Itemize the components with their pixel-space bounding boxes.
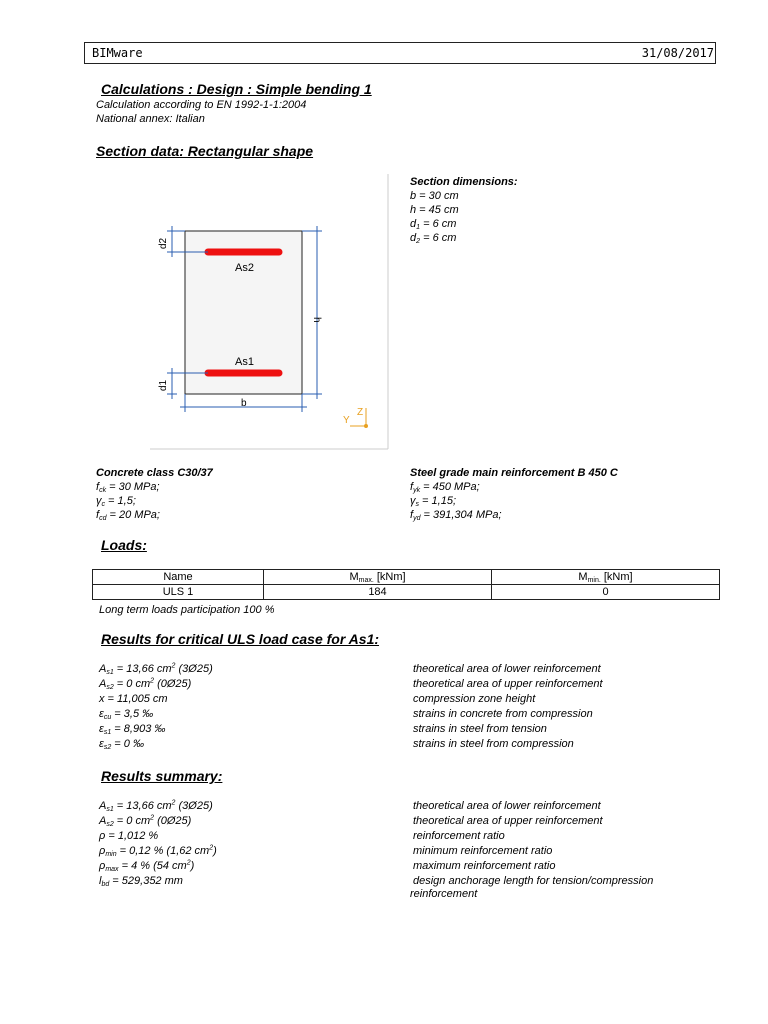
critical-row: $\varepsilon_{cu} = 3,5$ ‰ bbox=[99, 708, 154, 721]
critical-row: $\varepsilon_{s2} = 0$ ‰ bbox=[99, 738, 144, 751]
critical-row: $\varepsilon_{s1} = 8,903$ ‰ bbox=[99, 723, 166, 736]
summary-row: $\rho_{min} = 0,12$ % (1,62 $cm^2$) bbox=[99, 844, 217, 858]
national-annex: National annex: Italian bbox=[96, 113, 205, 125]
steel-heading: Steel grade main reinforcement B 450 C bbox=[410, 467, 618, 479]
summary-desc: design anchorage length for tension/compression bbox=[413, 875, 654, 887]
loads-note: Long term loads participation 100 % bbox=[99, 604, 275, 616]
critical-heading: Results for critical ULS load case for As1: bbox=[101, 631, 380, 647]
page-title: Calculations : Design : Simple bending 1 bbox=[101, 81, 372, 97]
label-as1: As1 bbox=[235, 356, 254, 368]
critical-row: $A_{s1} = 13,66$ $cm^2$ (3Ø25) bbox=[99, 662, 213, 676]
steel-row: $f_{yd} = 391,304$ MPa; bbox=[410, 509, 502, 522]
concrete-block bbox=[96, 466, 213, 522]
summary-desc: maximum reinforcement ratio bbox=[413, 860, 556, 872]
dimension-h bbox=[302, 226, 322, 399]
section-heading: Section data: Rectangular shape bbox=[96, 143, 314, 159]
col-name: Name bbox=[93, 570, 264, 585]
label-as2: As2 bbox=[235, 262, 254, 274]
critical-row: $A_{s2} = 0$ $cm^2$ (0Ø25) bbox=[99, 677, 192, 691]
cell-mmax: 184 bbox=[264, 585, 492, 600]
dim-d2: $d_2 = 6$ cm bbox=[410, 232, 457, 245]
critical-desc: strains in concrete from compression bbox=[413, 708, 593, 720]
steel-block bbox=[410, 466, 618, 522]
summary-descriptions bbox=[413, 799, 713, 889]
table-header-row bbox=[93, 570, 720, 585]
critical-desc: strains in steel from compression bbox=[413, 738, 574, 750]
critical-values bbox=[99, 662, 419, 752]
report-date: 31/08/2017 bbox=[641, 46, 714, 60]
header-box bbox=[84, 42, 716, 64]
label-h: h bbox=[311, 317, 322, 323]
app-name: BIMware bbox=[92, 46, 143, 60]
critical-desc: strains in steel from tension bbox=[413, 723, 547, 735]
summary-desc: theoretical area of lower reinforcement bbox=[413, 800, 601, 812]
label-d1: d1 bbox=[158, 379, 169, 391]
concrete-row: $f_{ck} = 30$ MPa; bbox=[96, 481, 160, 494]
summary-desc: minimum reinforcement ratio bbox=[413, 845, 553, 857]
loads-heading: Loads: bbox=[101, 537, 147, 553]
steel-row: $\gamma_s = 1,15$; bbox=[410, 495, 457, 508]
section-dimensions bbox=[410, 175, 518, 245]
summary-values bbox=[99, 799, 419, 889]
summary-heading: Results summary: bbox=[101, 768, 223, 784]
axis-z-label: Z bbox=[357, 407, 364, 418]
section-diagram bbox=[150, 174, 390, 450]
summary-row: ρ = 1,012 % bbox=[99, 830, 159, 842]
steel-row: $f_{yk} = 450$ MPa; bbox=[410, 481, 480, 494]
table-row bbox=[93, 585, 720, 600]
dim-h: h = 45 cm bbox=[410, 204, 459, 216]
col-mmax: $M_{max.}$ [kNm] bbox=[264, 570, 492, 585]
critical-desc: theoretical area of lower reinforcement bbox=[413, 663, 601, 675]
dim-d1: $d_1 = 6$ cm bbox=[410, 218, 457, 231]
label-d2: d2 bbox=[158, 237, 169, 249]
concrete-heading: Concrete class C30/37 bbox=[96, 467, 213, 479]
summary-desc: reinforcement ratio bbox=[413, 830, 505, 842]
critical-desc: compression zone height bbox=[413, 693, 536, 705]
concrete-row: $\gamma_c = 1,5$; bbox=[96, 495, 136, 508]
critical-descriptions bbox=[413, 662, 713, 752]
calc-basis: Calculation according to EN 1992-1-1:2004 bbox=[96, 99, 307, 111]
col-mmin: $M_{min.}$ [kNm] bbox=[492, 570, 720, 585]
critical-desc: theoretical area of upper reinforcement bbox=[413, 678, 603, 690]
summary-row: $A_{s1} = 13,66$ $cm^2$ (3Ø25) bbox=[99, 799, 213, 813]
dim-b: b = 30 cm bbox=[410, 190, 459, 202]
summary-row: $l_{bd} = 529,352$ mm bbox=[99, 875, 183, 888]
label-b: b bbox=[241, 398, 247, 409]
summary-desc-continued: reinforcement bbox=[410, 888, 478, 900]
dimensions-heading: Section dimensions: bbox=[410, 176, 518, 188]
summary-row: $\rho_{max} = 4$ % (54 $cm^2$) bbox=[99, 859, 195, 873]
critical-row: x = 11,005 cm bbox=[99, 693, 168, 705]
loads-table bbox=[92, 569, 720, 600]
cell-mmin: 0 bbox=[492, 585, 720, 600]
cell-name: ULS 1 bbox=[93, 585, 264, 600]
summary-row: $A_{s2} = 0$ $cm^2$ (0Ø25) bbox=[99, 814, 192, 828]
axis-y-label: Y bbox=[343, 415, 350, 426]
summary-desc: theoretical area of upper reinforcement bbox=[413, 815, 603, 827]
concrete-row: $f_{cd} = 20$ MPa; bbox=[96, 509, 160, 522]
